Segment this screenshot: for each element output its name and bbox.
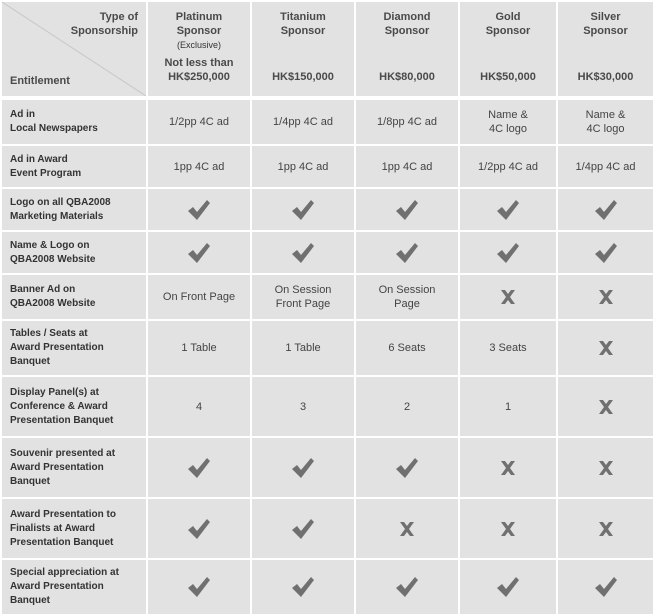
entitlement-label-line: Banquet xyxy=(10,595,50,606)
included-cell xyxy=(148,189,250,230)
checkmark-icon xyxy=(395,199,419,221)
entitlement-label-line: Name & Logo on xyxy=(10,239,90,251)
entitlement-label-cell xyxy=(2,100,146,144)
table-row xyxy=(2,377,653,436)
entitlement-label-line: Ad in Award xyxy=(10,153,68,165)
value-text: 1 Table xyxy=(285,342,321,354)
value-cell xyxy=(252,321,354,375)
entitlement-label-line: Display Panel(s) at xyxy=(10,386,99,398)
checkmark-icon xyxy=(395,242,419,264)
excluded-cell xyxy=(558,438,653,497)
checkmark-icon xyxy=(291,457,315,479)
table-row xyxy=(2,438,653,497)
entitlement-label-cell xyxy=(2,189,146,230)
value-cell xyxy=(252,146,354,187)
checkmark-icon xyxy=(291,242,315,264)
value-text: On Session xyxy=(274,284,332,296)
entitlement-label-cell xyxy=(2,146,146,187)
checkmark-icon xyxy=(291,518,315,540)
value-text: On Session xyxy=(378,284,436,296)
value-text: 1pp 4C ad xyxy=(381,160,433,173)
plan-name-line2: Sponsor xyxy=(583,25,628,37)
plan-name-line1: Platinum xyxy=(175,11,223,23)
value-text: 1pp 4C ad xyxy=(277,160,329,173)
included-cell xyxy=(558,560,653,614)
excluded-cell xyxy=(356,499,458,558)
value-text: 2 xyxy=(403,400,411,413)
cross-icon xyxy=(500,460,516,476)
value-text: Name & xyxy=(585,109,626,121)
included-cell xyxy=(252,232,354,273)
excluded-cell xyxy=(558,275,653,319)
plan-price-line2: HK$50,000 xyxy=(480,71,536,83)
cross-icon xyxy=(598,460,614,476)
included-cell xyxy=(252,438,354,497)
included-cell xyxy=(460,560,556,614)
value-text: Front Page xyxy=(275,298,331,310)
entitlement-label-line: Conference & Award xyxy=(10,400,108,412)
entitlement-label-line: Banner Ad on xyxy=(10,284,76,295)
cross-icon xyxy=(598,289,614,305)
checkmark-icon xyxy=(187,242,211,264)
plan-name-line1: Gold xyxy=(495,11,521,23)
entitlement-label-cell xyxy=(2,377,146,436)
plan-header-platinum xyxy=(148,2,250,96)
plan-header-diamond xyxy=(356,2,458,96)
value-cell xyxy=(252,275,354,319)
entitlement-label-line: Special appreciation at xyxy=(10,567,119,578)
checkmark-icon xyxy=(291,576,315,598)
entitlement-label-line: QBA2008 Website xyxy=(10,298,96,309)
entitlement-label-cell xyxy=(2,560,146,614)
value-cell xyxy=(356,146,458,187)
plan-name-line2: Sponsor xyxy=(485,25,531,37)
plan-price-line1: Not less than xyxy=(164,57,234,69)
excluded-cell xyxy=(558,377,653,436)
value-cell xyxy=(356,100,458,144)
plan-price xyxy=(460,70,556,84)
entitlement-label-line: Award Presentation to xyxy=(10,508,116,520)
value-cell xyxy=(148,321,250,375)
entitlement-label-line: Logo on all QBA2008 xyxy=(10,196,111,208)
value-text: 1/2pp 4C ad xyxy=(169,116,229,128)
entitlement-label-line: Tables / Seats at xyxy=(10,328,88,339)
table-row xyxy=(2,499,653,558)
entitlement-label-line: Award Presentation xyxy=(10,461,104,473)
table-row xyxy=(2,560,653,614)
table-row xyxy=(2,321,653,375)
value-cell xyxy=(356,377,458,436)
checkmark-icon xyxy=(187,457,211,479)
plan-price xyxy=(148,56,250,84)
included-cell xyxy=(148,232,250,273)
included-cell xyxy=(252,189,354,230)
plan-name-line2: Sponsor xyxy=(280,25,326,37)
plan-name-line1: Titanium xyxy=(280,11,326,23)
plan-price-line2: HK$250,000 xyxy=(168,71,230,83)
checkmark-icon xyxy=(395,576,419,598)
checkmark-icon xyxy=(594,242,618,264)
value-cell xyxy=(356,275,458,319)
included-cell xyxy=(252,499,354,558)
plan-price-line2: HK$150,000 xyxy=(272,71,334,83)
entitlement-rows xyxy=(2,98,653,614)
value-text: Page xyxy=(394,298,420,310)
excluded-cell xyxy=(558,499,653,558)
checkmark-icon xyxy=(496,576,520,598)
table-row xyxy=(2,189,653,230)
entitlement-label-line: Presentation Banquet xyxy=(10,414,114,426)
table-row xyxy=(2,100,653,144)
value-text: 1/4pp 4C ad xyxy=(273,116,333,128)
excluded-cell xyxy=(460,275,556,319)
value-cell xyxy=(148,275,250,319)
entitlement-label-cell xyxy=(2,499,146,558)
value-cell xyxy=(460,377,556,436)
entitlement-label-cell xyxy=(2,321,146,375)
plan-price xyxy=(252,70,354,84)
checkmark-icon xyxy=(187,576,211,598)
value-cell xyxy=(460,321,556,375)
value-text: 1/8pp 4C ad xyxy=(377,116,437,128)
value-text: 3 xyxy=(299,400,307,413)
header-corner-cell xyxy=(2,2,146,96)
plan-name-line1: Silver xyxy=(590,11,621,23)
included-cell xyxy=(558,189,653,230)
value-cell xyxy=(148,377,250,436)
table-row xyxy=(2,275,653,319)
included-cell xyxy=(558,232,653,273)
entitlement-label-line: Banquet xyxy=(10,356,50,367)
table-row xyxy=(2,232,653,273)
included-cell xyxy=(148,438,250,497)
value-cell xyxy=(252,100,354,144)
entitlement-label-line: Local Newspapers xyxy=(10,123,98,134)
entitlement-label-line: Marketing Materials xyxy=(10,210,104,222)
value-text: 4 xyxy=(195,400,203,413)
excluded-cell xyxy=(558,321,653,375)
value-text: 1 Table xyxy=(181,342,217,354)
value-text: Name & xyxy=(488,109,528,121)
plan-header-gold xyxy=(460,2,556,96)
cross-icon xyxy=(500,289,516,305)
entitlement-label-line: Presentation Banquet xyxy=(10,536,114,548)
entitlement-label-line: Banquet xyxy=(10,475,50,487)
value-cell xyxy=(148,146,250,187)
included-cell xyxy=(356,232,458,273)
value-text: 1/2pp 4C ad xyxy=(478,160,538,173)
value-text: 4C logo xyxy=(489,123,527,135)
included-cell xyxy=(356,189,458,230)
checkmark-icon xyxy=(395,457,419,479)
entitlement-label-line: Award Presentation xyxy=(10,342,104,353)
value-text: 1pp 4C ad xyxy=(173,160,225,173)
included-cell xyxy=(252,560,354,614)
checkmark-icon xyxy=(187,518,211,540)
entitlement-label-line: Souvenir presented at xyxy=(10,447,116,459)
type-label-line1: Type of xyxy=(99,11,138,23)
checkmark-icon xyxy=(291,199,315,221)
value-cell xyxy=(252,377,354,436)
entitlement-label-line: Event Program xyxy=(10,167,82,179)
plan-header-titanium xyxy=(252,2,354,96)
plan-name-line2: Sponsor xyxy=(176,25,222,37)
header-row xyxy=(2,2,653,96)
plan-price-line2: HK$80,000 xyxy=(379,71,435,83)
plan-name-line1: Diamond xyxy=(383,11,431,23)
cross-icon xyxy=(500,521,516,537)
included-cell xyxy=(356,560,458,614)
entitlement-label-cell xyxy=(2,232,146,273)
plan-price xyxy=(558,70,653,84)
entitlement-label-line: Finalists at Award xyxy=(10,522,96,534)
table-row xyxy=(2,146,653,187)
entitlement-label-line: Ad in xyxy=(10,109,35,120)
value-cell xyxy=(558,146,653,187)
included-cell xyxy=(148,560,250,614)
cross-icon xyxy=(598,521,614,537)
entitlement-label-cell xyxy=(2,275,146,319)
included-cell xyxy=(460,189,556,230)
included-cell xyxy=(460,232,556,273)
value-cell xyxy=(558,100,653,144)
plan-name-line2: Sponsor xyxy=(384,25,430,37)
excluded-cell xyxy=(460,499,556,558)
value-cell xyxy=(460,146,556,187)
value-cell xyxy=(356,321,458,375)
checkmark-icon xyxy=(496,242,520,264)
value-cell xyxy=(460,100,556,144)
included-cell xyxy=(356,438,458,497)
cross-icon xyxy=(399,521,415,537)
entitlement-label-line: Award Presentation xyxy=(10,581,104,592)
plan-note: (Exclusive) xyxy=(176,40,221,50)
plan-price xyxy=(356,70,458,84)
included-cell xyxy=(148,499,250,558)
type-label-line2: Sponsorship xyxy=(70,25,138,37)
value-text: 1 xyxy=(504,400,512,413)
value-text: On Front Page xyxy=(162,291,236,303)
checkmark-icon xyxy=(187,199,211,221)
checkmark-icon xyxy=(496,199,520,221)
excluded-cell xyxy=(460,438,556,497)
cross-icon xyxy=(598,340,614,356)
entitlement-label-cell xyxy=(2,438,146,497)
plan-header-silver xyxy=(558,2,653,96)
checkmark-icon xyxy=(594,199,618,221)
value-cell xyxy=(148,100,250,144)
checkmark-icon xyxy=(594,576,618,598)
value-text: 1/4pp 4C ad xyxy=(575,160,636,173)
type-of-sponsorship-label xyxy=(71,10,138,38)
cross-icon xyxy=(598,399,614,415)
entitlement-label-line: QBA2008 Website xyxy=(10,253,96,265)
plan-price-line2: HK$30,000 xyxy=(577,71,634,83)
value-text: 6 Seats xyxy=(388,342,426,354)
entitlement-label: Entitlement xyxy=(10,75,70,87)
value-text: 4C logo xyxy=(586,123,625,135)
value-text: 3 Seats xyxy=(489,342,527,354)
